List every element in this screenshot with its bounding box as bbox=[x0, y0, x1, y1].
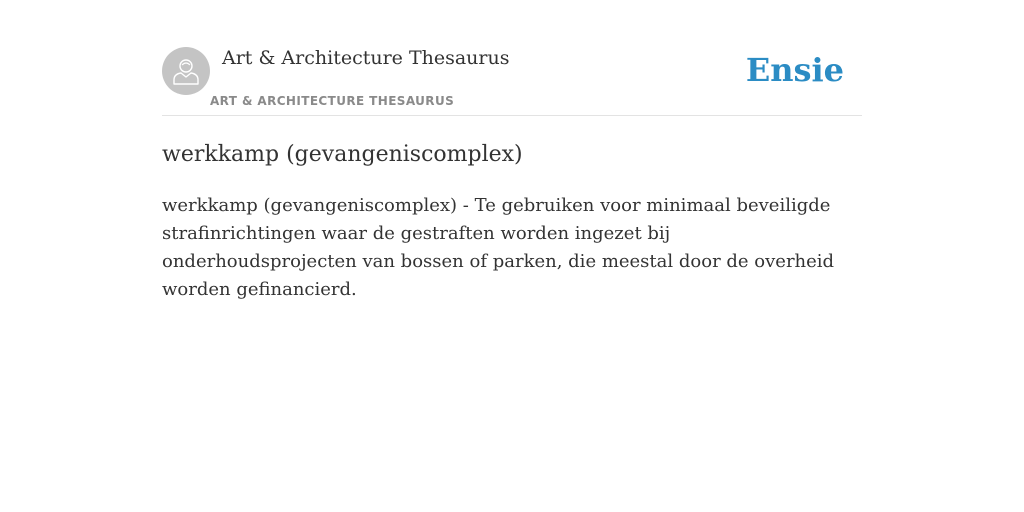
author-subtitle[interactable]: ART & ARCHITECTURE THESAURUS bbox=[210, 94, 455, 108]
entry-title: werkkamp (gevangeniscomplex) bbox=[162, 142, 523, 167]
entry-header bbox=[162, 0, 862, 116]
avatar[interactable] bbox=[162, 47, 210, 95]
user-silhouette-icon bbox=[171, 56, 201, 86]
author-name[interactable]: Art & Architecture Thesaurus bbox=[222, 47, 510, 69]
brand-logo[interactable]: Ensie bbox=[745, 51, 844, 89]
entry-definition: werkkamp (gevangeniscomplex) - Te gebruiken voor minimaal beveiligde strafinrichtingen waar de gestraften worden ingezet bij onderhoudsprojecten van bossen of parken, die meestal door de overheid worden gefinancierd. bbox=[162, 195, 835, 300]
entry-card bbox=[162, 0, 862, 300]
